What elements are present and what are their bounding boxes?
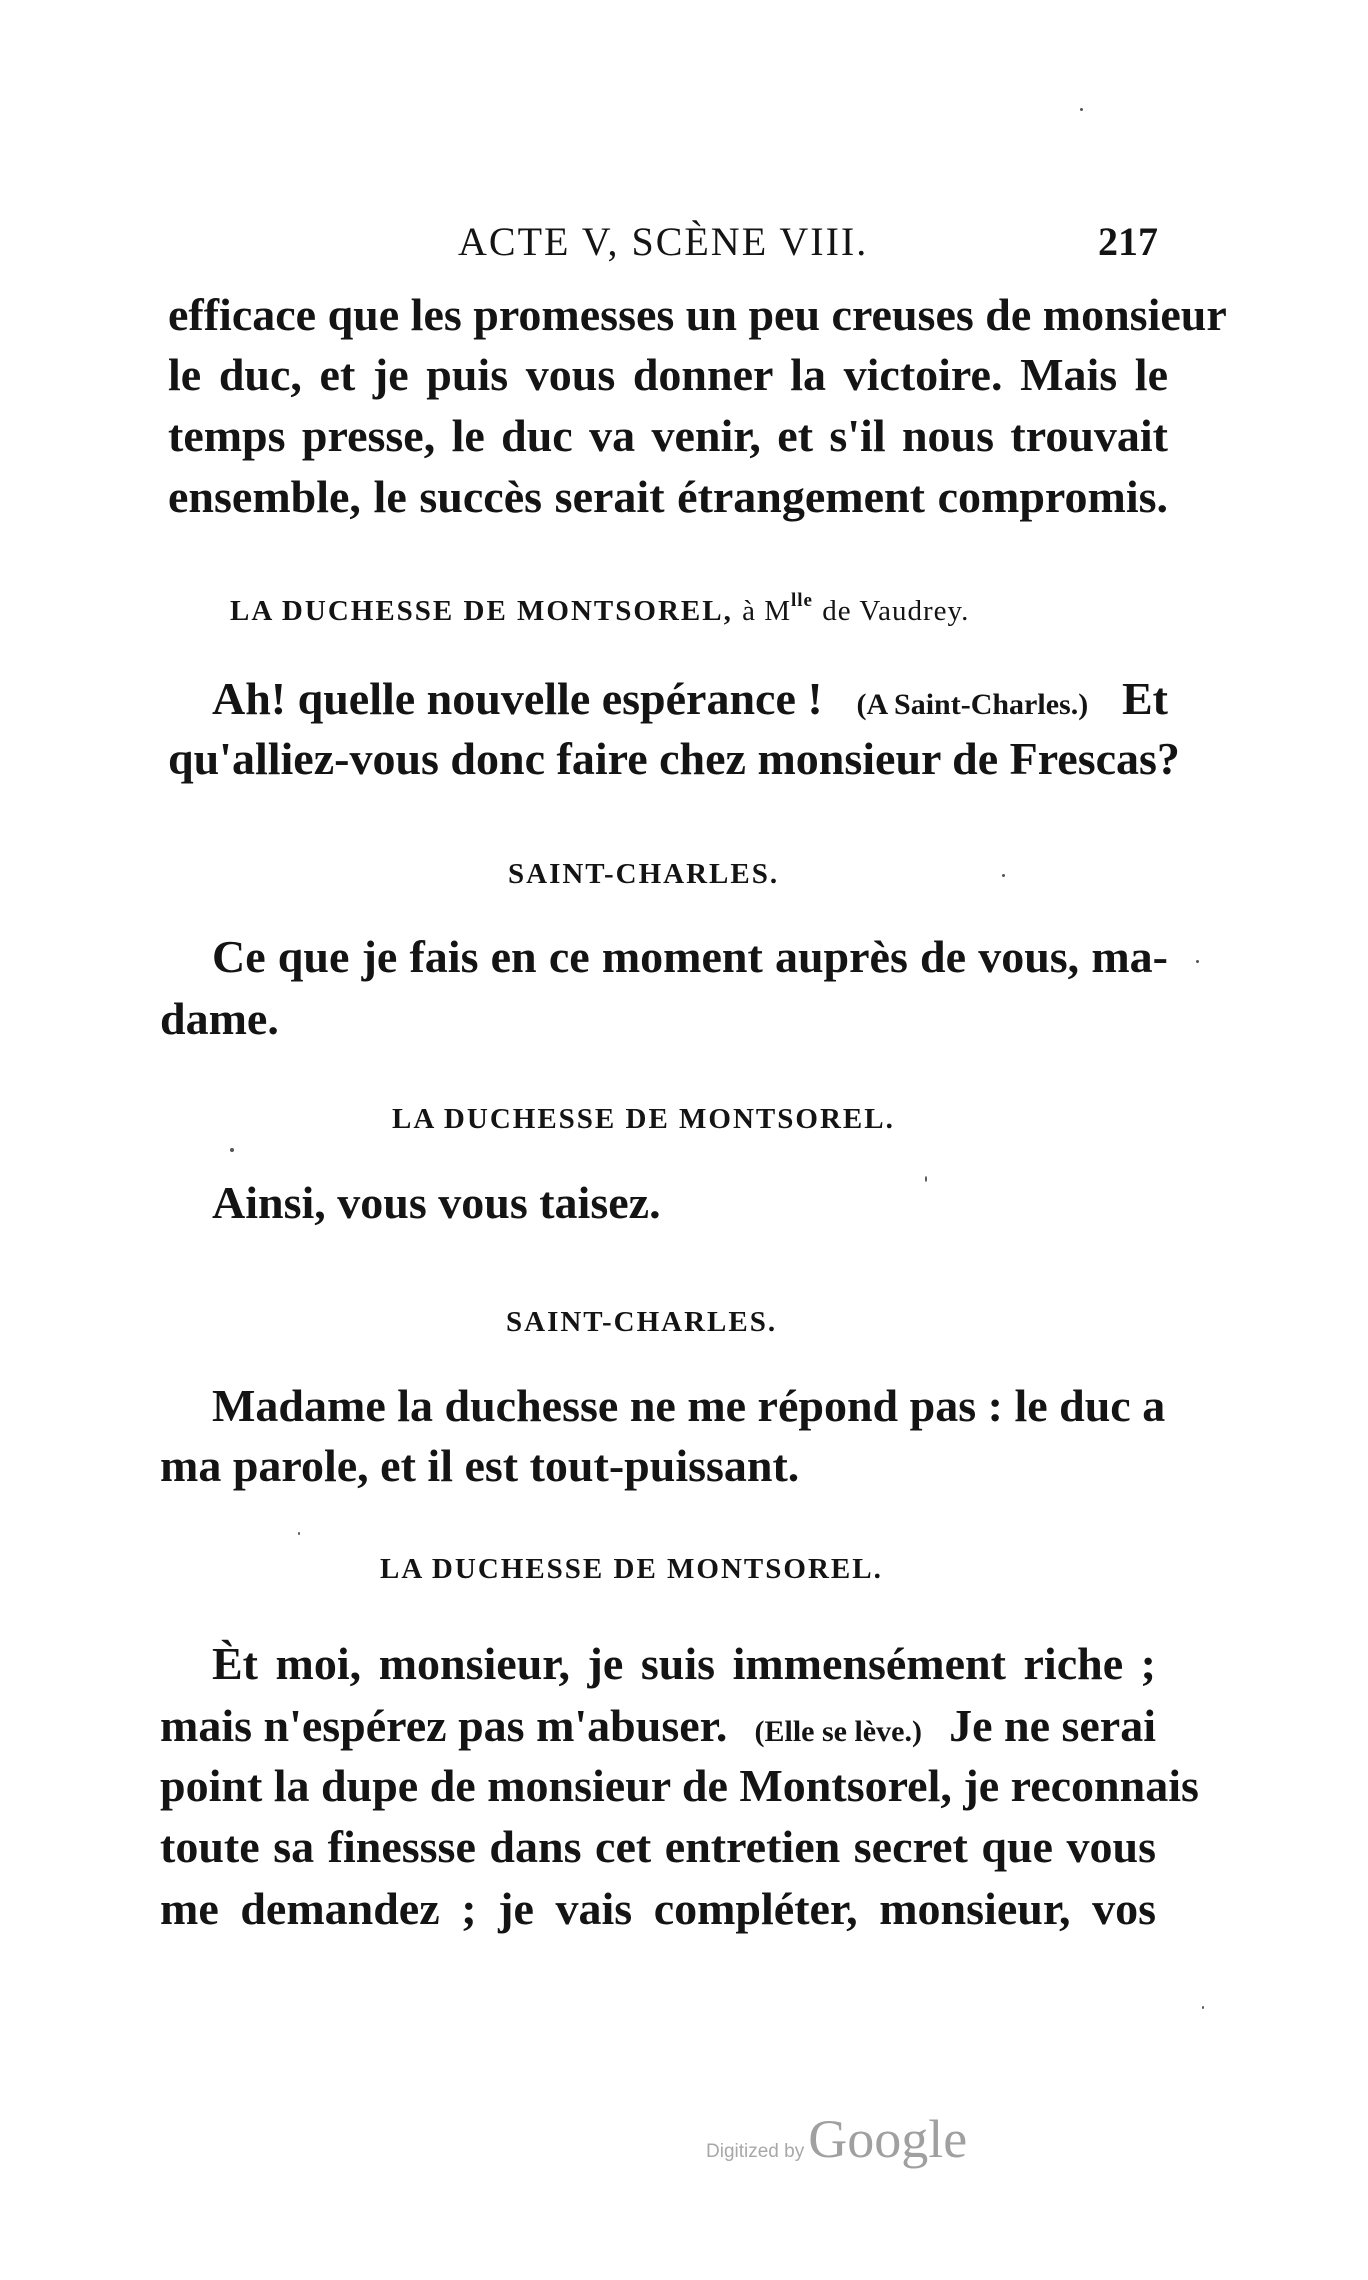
watermark-prefix: Digitized by — [706, 2141, 805, 2162]
text-line: Èt moi, monsieur, je suis immensément riche ; — [212, 1638, 1156, 1689]
text-line: temps presse, le duc va venir, et s'il nous trouvait — [168, 410, 1168, 461]
scan-speck — [230, 1148, 234, 1152]
text-line: Ainsi, vous vous taisez. — [212, 1177, 661, 1228]
google-logo: Google — [808, 2109, 968, 2169]
stage-direction: (Elle se lève.) — [754, 1715, 922, 1748]
text-line: qu'alliez-vous donc faire chez monsieur de Frescas? — [168, 733, 1180, 784]
text-line: ensemble, le succès serait étrangement compromis. — [168, 471, 1168, 522]
page-number: 217 — [1098, 219, 1158, 264]
text-line — [212, 673, 1168, 724]
scan-speck — [1196, 960, 1199, 963]
text-span: Et — [1121, 673, 1168, 724]
digitized-watermark — [706, 2108, 967, 2170]
scan-speck — [1202, 2006, 1204, 2009]
speaker-name: LA DUCHESSE DE MONTSOREL, — [230, 595, 733, 627]
text-line: le duc, et je puis vous donner la victoire. Mais le — [168, 349, 1168, 400]
scan-speck — [925, 1176, 927, 1182]
speaker-heading: SAINT-CHARLES. — [508, 858, 780, 890]
speaker-heading: LA DUCHESSE DE MONTSOREL. — [380, 1553, 883, 1585]
text-line: toute sa finessse dans cet entretien secret que vous — [160, 1821, 1156, 1872]
text-span: Ah! quelle nouvelle espérance ! — [212, 673, 823, 724]
text-line: Ce que je fais en ce moment auprès de vous, ma- — [212, 931, 1168, 982]
text-line: point la dupe de monsieur de Montsorel, je reconnais — [160, 1760, 1199, 1811]
scan-speck — [1080, 108, 1083, 111]
speaker-heading: LA DUCHESSE DE MONTSOREL. — [392, 1103, 895, 1135]
speaker-direction-rest: de Vaudrey. — [822, 595, 970, 627]
text-line: efficace que les promesses un peu creuses de monsieur — [168, 289, 1227, 340]
speaker-superscript: lle — [791, 590, 813, 611]
speaker-heading: SAINT-CHARLES. — [506, 1306, 778, 1338]
text-line: Madame la duchesse ne me répond pas : le duc a — [212, 1380, 1166, 1431]
stage-direction: (A Saint-Charles.) — [856, 688, 1089, 721]
text-span: Je ne serai — [949, 1700, 1156, 1751]
text-line — [160, 1700, 1156, 1751]
running-header: ACTE V, SCÈNE VIII. — [458, 219, 869, 264]
speaker-heading — [230, 590, 969, 628]
speaker-direction: à M — [742, 595, 791, 627]
scan-speck — [298, 1532, 300, 1535]
text-span: mais n'espérez pas m'abuser. — [160, 1700, 728, 1751]
text-line: ma parole, et il est tout-puissant. — [160, 1440, 800, 1491]
text-line: me demandez ; je vais compléter, monsieur, vos — [160, 1883, 1156, 1934]
text-line: dame. — [160, 993, 279, 1044]
scan-speck — [1002, 874, 1005, 877]
